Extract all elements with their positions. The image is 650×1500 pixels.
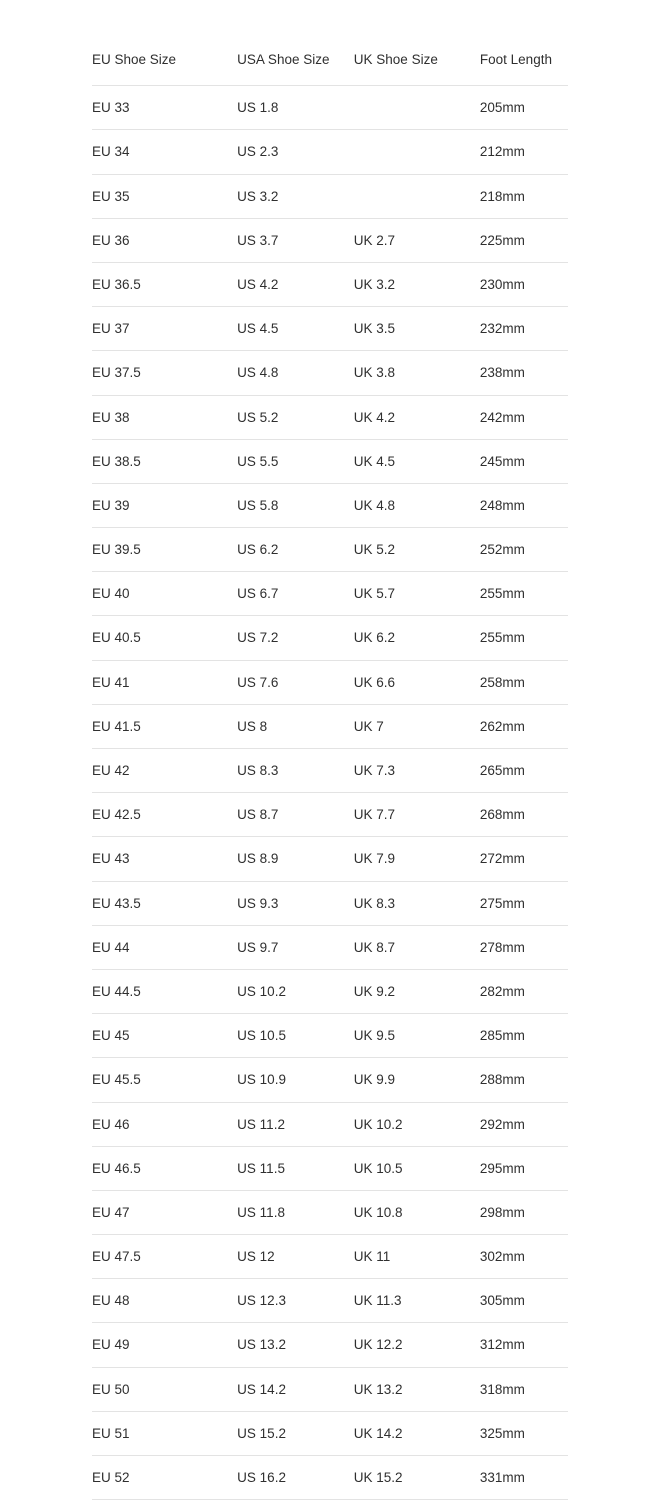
cell-usa-size: US 15.2 (237, 1411, 354, 1455)
cell-uk-size: UK 9.9 (354, 1058, 480, 1102)
cell-usa-size: US 10.9 (237, 1058, 354, 1102)
shoe-size-table (92, 44, 568, 1500)
cell-uk-size: UK 7.9 (354, 837, 480, 881)
cell-uk-size: UK 4.5 (354, 439, 480, 483)
cell-foot-length: 278mm (480, 925, 568, 969)
cell-uk-size: UK 2.7 (354, 218, 480, 262)
cell-uk-size (354, 86, 480, 130)
cell-uk-size: UK 12.2 (354, 1323, 480, 1367)
cell-foot-length: 238mm (480, 351, 568, 395)
cell-uk-size: UK 11.3 (354, 1279, 480, 1323)
cell-eu-size: EU 51 (92, 1411, 237, 1455)
cell-usa-size: US 12.3 (237, 1279, 354, 1323)
cell-uk-size: UK 7 (354, 704, 480, 748)
cell-uk-size: UK 4.8 (354, 483, 480, 527)
cell-uk-size: UK 8.3 (354, 881, 480, 925)
cell-usa-size: US 7.6 (237, 660, 354, 704)
cell-uk-size: UK 5.7 (354, 572, 480, 616)
cell-uk-size: UK 11 (354, 1235, 480, 1279)
table-body (92, 86, 568, 1500)
table-row (92, 1014, 568, 1058)
table-row (92, 1058, 568, 1102)
cell-eu-size: EU 50 (92, 1367, 237, 1411)
cell-foot-length: 230mm (480, 262, 568, 306)
cell-foot-length: 331mm (480, 1456, 568, 1500)
cell-usa-size: US 5.5 (237, 439, 354, 483)
cell-eu-size: EU 41.5 (92, 704, 237, 748)
cell-eu-size: EU 33 (92, 86, 237, 130)
cell-usa-size: US 9.3 (237, 881, 354, 925)
cell-uk-size: UK 4.2 (354, 395, 480, 439)
cell-foot-length: 245mm (480, 439, 568, 483)
table-row (92, 1235, 568, 1279)
table-row (92, 881, 568, 925)
cell-uk-size: UK 8.7 (354, 925, 480, 969)
cell-usa-size: US 10.2 (237, 969, 354, 1013)
cell-eu-size: EU 42 (92, 749, 237, 793)
cell-foot-length: 295mm (480, 1146, 568, 1190)
table-row (92, 793, 568, 837)
table-row (92, 1190, 568, 1234)
cell-eu-size: EU 43.5 (92, 881, 237, 925)
table-header (92, 44, 568, 86)
cell-eu-size: EU 45.5 (92, 1058, 237, 1102)
cell-usa-size: US 8.3 (237, 749, 354, 793)
cell-eu-size: EU 44.5 (92, 969, 237, 1013)
cell-eu-size: EU 48 (92, 1279, 237, 1323)
cell-uk-size: UK 7.7 (354, 793, 480, 837)
table-row (92, 218, 568, 262)
cell-foot-length: 272mm (480, 837, 568, 881)
cell-eu-size: EU 42.5 (92, 793, 237, 837)
cell-usa-size: US 3.2 (237, 174, 354, 218)
table-row (92, 660, 568, 704)
cell-foot-length: 255mm (480, 572, 568, 616)
column-header-foot-length: Foot Length (480, 44, 568, 86)
cell-usa-size: US 8.7 (237, 793, 354, 837)
cell-uk-size: UK 10.8 (354, 1190, 480, 1234)
cell-foot-length: 218mm (480, 174, 568, 218)
cell-usa-size: US 2.3 (237, 130, 354, 174)
table-row (92, 837, 568, 881)
table-row (92, 86, 568, 130)
cell-usa-size: US 8 (237, 704, 354, 748)
table-row (92, 439, 568, 483)
cell-eu-size: EU 47 (92, 1190, 237, 1234)
cell-usa-size: US 4.2 (237, 262, 354, 306)
table-row (92, 1367, 568, 1411)
cell-usa-size: US 13.2 (237, 1323, 354, 1367)
table-row (92, 925, 568, 969)
table-row (92, 1323, 568, 1367)
cell-foot-length: 305mm (480, 1279, 568, 1323)
table-row (92, 528, 568, 572)
cell-foot-length: 252mm (480, 528, 568, 572)
table-row (92, 969, 568, 1013)
cell-foot-length: 205mm (480, 86, 568, 130)
cell-uk-size: UK 9.5 (354, 1014, 480, 1058)
cell-usa-size: US 6.2 (237, 528, 354, 572)
cell-foot-length: 258mm (480, 660, 568, 704)
cell-eu-size: EU 40 (92, 572, 237, 616)
cell-uk-size: UK 3.2 (354, 262, 480, 306)
cell-eu-size: EU 44 (92, 925, 237, 969)
table-row (92, 572, 568, 616)
cell-uk-size: UK 9.2 (354, 969, 480, 1013)
cell-eu-size: EU 45 (92, 1014, 237, 1058)
cell-eu-size: EU 38.5 (92, 439, 237, 483)
cell-foot-length: 325mm (480, 1411, 568, 1455)
table-row (92, 704, 568, 748)
cell-eu-size: EU 47.5 (92, 1235, 237, 1279)
cell-usa-size: US 10.5 (237, 1014, 354, 1058)
cell-foot-length: 285mm (480, 1014, 568, 1058)
cell-foot-length: 292mm (480, 1102, 568, 1146)
table-header-row (92, 44, 568, 86)
cell-usa-size: US 4.5 (237, 307, 354, 351)
table-row (92, 1146, 568, 1190)
cell-usa-size: US 7.2 (237, 616, 354, 660)
cell-eu-size: EU 35 (92, 174, 237, 218)
cell-foot-length: 282mm (480, 969, 568, 1013)
cell-foot-length: 288mm (480, 1058, 568, 1102)
cell-foot-length: 255mm (480, 616, 568, 660)
table-row (92, 1411, 568, 1455)
table-row (92, 749, 568, 793)
cell-foot-length: 268mm (480, 793, 568, 837)
cell-eu-size: EU 43 (92, 837, 237, 881)
cell-eu-size: EU 40.5 (92, 616, 237, 660)
cell-eu-size: EU 41 (92, 660, 237, 704)
cell-foot-length: 212mm (480, 130, 568, 174)
table-row (92, 1456, 568, 1500)
cell-usa-size: US 11.2 (237, 1102, 354, 1146)
cell-foot-length: 248mm (480, 483, 568, 527)
cell-foot-length: 225mm (480, 218, 568, 262)
cell-eu-size: EU 39.5 (92, 528, 237, 572)
cell-eu-size: EU 38 (92, 395, 237, 439)
cell-foot-length: 262mm (480, 704, 568, 748)
column-header-uk: UK Shoe Size (354, 44, 480, 86)
cell-uk-size: UK 3.5 (354, 307, 480, 351)
cell-uk-size: UK 10.2 (354, 1102, 480, 1146)
table-row (92, 130, 568, 174)
cell-uk-size (354, 174, 480, 218)
cell-foot-length: 302mm (480, 1235, 568, 1279)
table-row (92, 483, 568, 527)
cell-foot-length: 275mm (480, 881, 568, 925)
cell-usa-size: US 14.2 (237, 1367, 354, 1411)
table-row (92, 616, 568, 660)
cell-eu-size: EU 36 (92, 218, 237, 262)
table-row (92, 1279, 568, 1323)
cell-uk-size: UK 10.5 (354, 1146, 480, 1190)
cell-uk-size: UK 7.3 (354, 749, 480, 793)
cell-uk-size: UK 14.2 (354, 1411, 480, 1455)
cell-eu-size: EU 37 (92, 307, 237, 351)
cell-uk-size: UK 6.2 (354, 616, 480, 660)
cell-eu-size: EU 46 (92, 1102, 237, 1146)
cell-uk-size (354, 130, 480, 174)
cell-eu-size: EU 37.5 (92, 351, 237, 395)
cell-usa-size: US 5.2 (237, 395, 354, 439)
cell-eu-size: EU 46.5 (92, 1146, 237, 1190)
cell-foot-length: 232mm (480, 307, 568, 351)
table-row (92, 395, 568, 439)
cell-usa-size: US 1.8 (237, 86, 354, 130)
cell-eu-size: EU 36.5 (92, 262, 237, 306)
table-row (92, 174, 568, 218)
cell-foot-length: 265mm (480, 749, 568, 793)
table-row (92, 1102, 568, 1146)
cell-usa-size: US 6.7 (237, 572, 354, 616)
cell-uk-size: UK 6.6 (354, 660, 480, 704)
cell-uk-size: UK 3.8 (354, 351, 480, 395)
table-row (92, 262, 568, 306)
cell-usa-size: US 9.7 (237, 925, 354, 969)
cell-usa-size: US 4.8 (237, 351, 354, 395)
table-row (92, 307, 568, 351)
cell-usa-size: US 16.2 (237, 1456, 354, 1500)
cell-eu-size: EU 52 (92, 1456, 237, 1500)
cell-foot-length: 318mm (480, 1367, 568, 1411)
cell-usa-size: US 11.5 (237, 1146, 354, 1190)
cell-foot-length: 242mm (480, 395, 568, 439)
cell-usa-size: US 11.8 (237, 1190, 354, 1234)
cell-usa-size: US 3.7 (237, 218, 354, 262)
cell-usa-size: US 12 (237, 1235, 354, 1279)
cell-eu-size: EU 39 (92, 483, 237, 527)
cell-uk-size: UK 13.2 (354, 1367, 480, 1411)
column-header-eu: EU Shoe Size (92, 44, 237, 86)
cell-eu-size: EU 34 (92, 130, 237, 174)
cell-foot-length: 312mm (480, 1323, 568, 1367)
cell-uk-size: UK 15.2 (354, 1456, 480, 1500)
cell-foot-length: 298mm (480, 1190, 568, 1234)
table-row (92, 351, 568, 395)
cell-eu-size: EU 49 (92, 1323, 237, 1367)
cell-uk-size: UK 5.2 (354, 528, 480, 572)
cell-usa-size: US 8.9 (237, 837, 354, 881)
cell-usa-size: US 5.8 (237, 483, 354, 527)
column-header-usa: USA Shoe Size (237, 44, 354, 86)
